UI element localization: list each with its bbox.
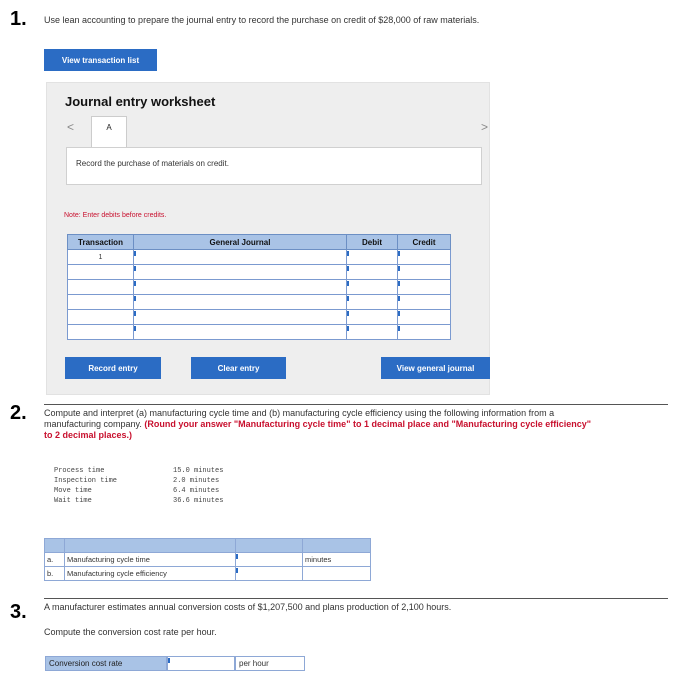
- account-select[interactable]: [134, 280, 347, 295]
- table-row: [68, 265, 451, 280]
- debit-input[interactable]: [347, 250, 398, 265]
- per-hour-unit: per hour: [235, 656, 305, 671]
- question-2-line2: [44, 419, 674, 430]
- row-unit: minutes: [303, 553, 371, 567]
- conversion-cost-rate-label: Conversion cost rate: [45, 656, 167, 671]
- data-value: 36.6 minutes: [173, 497, 224, 505]
- credit-input[interactable]: [398, 295, 451, 310]
- credit-input[interactable]: [398, 280, 451, 295]
- debit-input[interactable]: [347, 280, 398, 295]
- data-value: 6.4 minutes: [173, 487, 220, 495]
- worksheet-title: Journal entry worksheet: [65, 94, 216, 109]
- tab-a[interactable]: A: [91, 116, 127, 148]
- data-label: Wait time: [54, 497, 92, 505]
- account-select[interactable]: [134, 310, 347, 325]
- row-label: Manufacturing cycle time: [65, 553, 236, 567]
- row-letter: a.: [45, 553, 65, 567]
- cycle-answer-table: [44, 538, 371, 581]
- table-row: [68, 280, 451, 295]
- question-3-prompt: Compute the conversion cost rate per hour.: [44, 627, 217, 637]
- journal-entry-worksheet: [46, 82, 490, 395]
- table-row: [68, 250, 451, 265]
- prev-arrow-icon[interactable]: <: [67, 120, 75, 134]
- divider: [44, 598, 668, 599]
- credit-input[interactable]: [398, 310, 451, 325]
- debit-input[interactable]: [347, 310, 398, 325]
- credit-input[interactable]: [398, 265, 451, 280]
- table-row: [68, 295, 451, 310]
- question-3-number: 3.: [10, 601, 27, 623]
- data-label: Process time: [54, 467, 105, 475]
- header-cell: [45, 539, 65, 553]
- data-value: 15.0 minutes: [173, 467, 224, 475]
- question-2-number: 2.: [10, 402, 27, 424]
- transaction-cell: [68, 280, 134, 295]
- table-row: [45, 553, 371, 567]
- rounding-instructions-cont: to 2 decimal places.): [44, 430, 133, 440]
- question-3-text: A manufacturer estimates annual conversion costs of $1,207,500 and plans production of 2,100 hours.: [44, 602, 452, 612]
- column-header: Debit: [347, 235, 398, 250]
- record-entry-button[interactable]: Record entry: [65, 357, 161, 379]
- time-labels: [54, 466, 117, 506]
- worksheet-description: Record the purchase of materials on credit.: [76, 159, 229, 168]
- credit-input[interactable]: [398, 250, 451, 265]
- cycle-time-input[interactable]: [236, 553, 303, 567]
- transaction-cell: [68, 295, 134, 310]
- row-unit: [303, 567, 371, 581]
- credit-input[interactable]: [398, 325, 451, 340]
- question-2-line2-plain: manufacturing company.: [44, 419, 145, 429]
- debit-input[interactable]: [347, 325, 398, 340]
- debit-input[interactable]: [347, 265, 398, 280]
- header-cell: [65, 539, 236, 553]
- transaction-cell: [68, 265, 134, 280]
- view-transaction-list-button[interactable]: View transaction list: [44, 49, 157, 71]
- rounding-instructions: (Round your answer "Manufacturing cycle time" to 1 decimal place and "Manufacturing cycle efficiency": [144, 419, 592, 429]
- conversion-cost-rate-input[interactable]: [167, 656, 235, 671]
- account-select[interactable]: [134, 250, 347, 265]
- account-select[interactable]: [134, 265, 347, 280]
- transaction-cell: [68, 310, 134, 325]
- time-values: [173, 466, 223, 506]
- row-letter: b.: [45, 567, 65, 581]
- worksheet-description-box: [66, 147, 482, 185]
- question-1-text: Use lean accounting to prepare the journal entry to record the purchase on credit of $28,000 of raw materials.: [44, 15, 480, 25]
- next-arrow-icon[interactable]: >: [481, 120, 489, 134]
- account-select[interactable]: [134, 325, 347, 340]
- header-cell: [236, 539, 303, 553]
- data-value: 2.0 minutes: [173, 477, 220, 485]
- header-cell: [303, 539, 371, 553]
- column-header: General Journal: [134, 235, 347, 250]
- table-row: [68, 310, 451, 325]
- view-general-journal-button[interactable]: View general journal: [381, 357, 490, 379]
- transaction-number: 1: [68, 250, 134, 265]
- question-2-line1: Compute and interpret (a) manufacturing cycle time and (b) manufacturing cycle efficiency using the following information from a: [44, 408, 555, 418]
- question-2-text: [44, 408, 674, 441]
- question-1-number: 1.: [10, 8, 27, 30]
- table-row: [45, 567, 371, 581]
- row-label: Manufacturing cycle efficiency: [65, 567, 236, 581]
- debit-input[interactable]: [347, 295, 398, 310]
- table-row: [68, 325, 451, 340]
- clear-entry-button[interactable]: Clear entry: [191, 357, 286, 379]
- data-label: Move time: [54, 487, 92, 495]
- journal-entry-table: [67, 234, 451, 340]
- transaction-cell: [68, 325, 134, 340]
- column-header: Credit: [398, 235, 451, 250]
- account-select[interactable]: [134, 295, 347, 310]
- column-header: Transaction: [68, 235, 134, 250]
- data-label: Inspection time: [54, 477, 118, 485]
- divider: [44, 404, 668, 405]
- cycle-efficiency-input[interactable]: [236, 567, 303, 581]
- debits-note: Note: Enter debits before credits.: [64, 212, 167, 219]
